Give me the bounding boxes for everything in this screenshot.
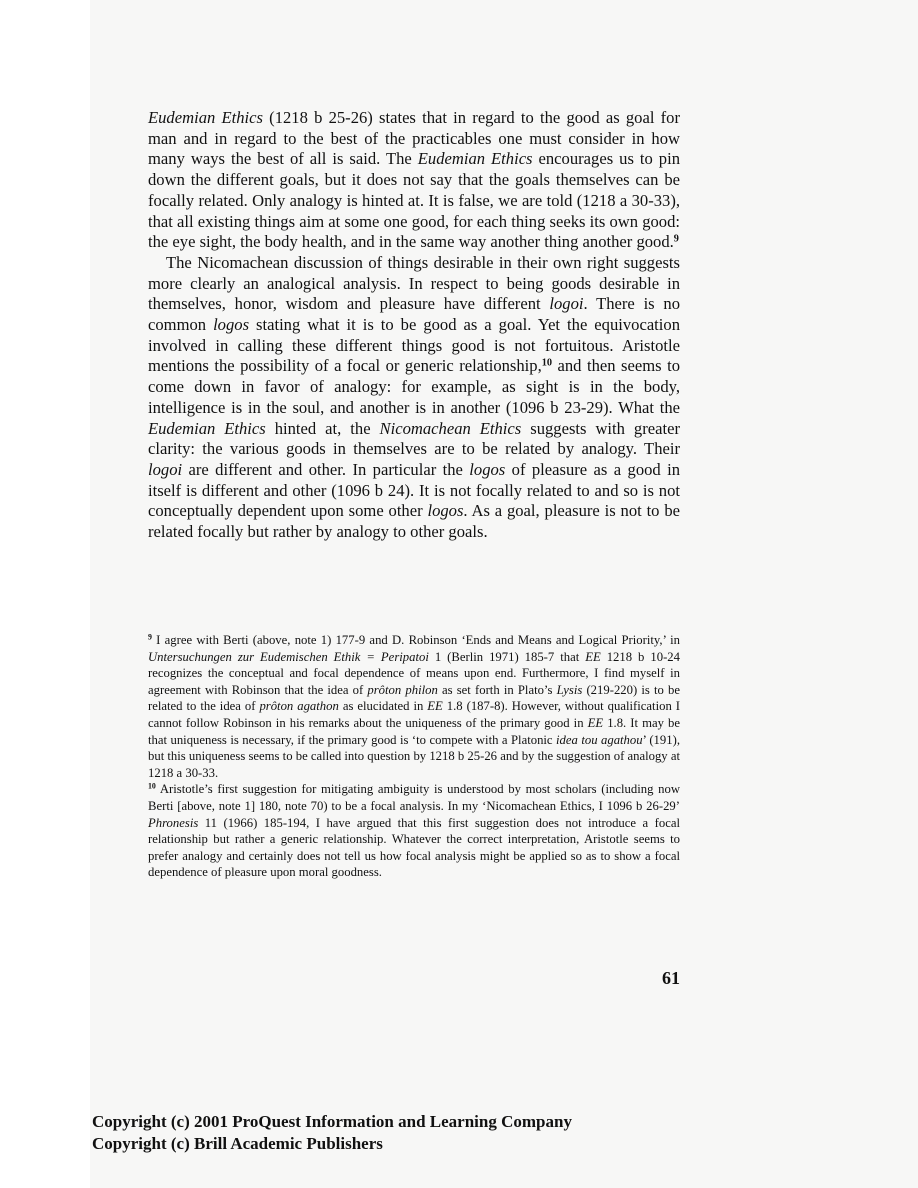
italic-text: EE xyxy=(587,715,604,730)
italic-text: logoi xyxy=(549,294,584,314)
italic-text: prôton philon xyxy=(367,682,438,697)
footnote-9: $^9$ I agree with Berti (above, note 1) 177-9 and D. Robinson ‘Ends and Means and Logical Priority,’ in Untersuchungen zur Eudemischen Ethik = Peripatoi 1 (Berlin 1971) 185-7 that EE 1218 b 10-24 recognizes the conceptual and focal dependence of means upon end. Furthermore, I find myself in agreement with Robinson that the idea of prôton philon as set forth in Plato’s Lysis (219-220) is to be related to the idea of prôton agathon as elucidated in EE 1.8 (187-8). However, without qualification I cannot follow Robinson in his remarks about the uniqueness of the primary good in EE 1.8. It may be that uniqueness is necessary, if the primary good is ‘to compete with a Platonic idea tou agathou’ (191), but this uniqueness seems to be called into question by 1218 b 25-26 and by the suggestion of analogy at 1218 a 30-33. xyxy=(148,632,680,780)
italic-text: Phronesis xyxy=(148,815,199,830)
footnotes xyxy=(148,632,680,881)
copyright-line: Copyright (c) Brill Academic Publishers xyxy=(92,1134,383,1153)
scan-margin xyxy=(0,0,90,1188)
italic-text: Eudemian Ethics xyxy=(148,418,266,438)
paragraph: Eudemian Ethics (1218 b 25-26) states that in regard to the good as goal for man and in regard to the best of the practicables one must consider in how many ways the best of all is said. The Eudemian Ethics encourages us to pin down the different goals, but it does not say that the goals themselves can be focally related. Only analogy is hinted at. It is false, we are told (1218 a 30-33), that all existing things aim at some one good, for each thing seeks its own good: the eye sight, the body health, and in the same way another thing another good.$^9$ xyxy=(148,108,680,252)
footnote-marker: 10 xyxy=(148,782,156,792)
footnote-10: $^{10}$ Aristotle’s first suggestion for mitigating ambiguity is understood by most scholars (including now Berti [above, note 1] 180, note 70) to be a focal analysis. In my ‘Nicomachean Ethics, I 1096 b 26-29’ Phronesis 11 (1966) 185-194, I have argued that this first suggestion does not introduce a focal relationship but rather a generic relationship. Whatever the correct interpretation, Aristotle seems to prefer analogy and certainly does not tell us how focal analysis might be applied so as to show a focal dependence of pleasure upon moral goodness. xyxy=(148,782,680,880)
italic-text: Eudemian Ethics xyxy=(417,149,533,169)
copyright-notice xyxy=(92,1111,572,1155)
copyright-line: Copyright (c) 2001 ProQuest Information and Learning Company xyxy=(92,1112,572,1131)
italic-text: EE xyxy=(427,699,443,714)
italic-text: Eudemian Ethics xyxy=(148,108,263,127)
italic-text: Lysis xyxy=(556,682,583,697)
footnote-marker: 9 xyxy=(673,233,679,245)
italic-text: Nicomachean Ethics xyxy=(379,418,522,438)
italic-text: logos xyxy=(427,501,464,521)
main-text xyxy=(148,108,680,543)
italic-text: logos xyxy=(469,459,506,479)
footnote-marker: 9 xyxy=(148,632,152,642)
page-number: 61 xyxy=(662,968,680,988)
italic-text: idea tou agathou xyxy=(556,732,643,747)
italic-text: EE xyxy=(585,649,601,664)
italic-text: logos xyxy=(213,315,250,335)
footnote-marker: 10 xyxy=(541,357,553,369)
paragraph: The Nicomachean discussion of things desirable in their own right suggests more clearly an analogical analysis. In respect to being goods desirable in themselves, honor, wisdom and pleasure have different logoi. There is no common logos stating what it is to be good as a goal. Yet the equivocation involved in calling these different things good is not fortuitous. Aristotle mentions the possibility of a focal or generic relationship,$^{10}$ and then seems to come down in favor of analogy: for example, as sight is in the body, intelligence is in the soul, and another is in another (1096 b 23-29). What the Eudemian Ethics hinted at, the Nicomachean Ethics suggests with greater clarity: the various goods in themselves are to be related by analogy. Their logoi are different and other. In particular the logos of pleasure as a good in itself is different and other (1096 b 24). It is not focally related to and so is not conceptually dependent upon some other logos. As a goal, pleasure is not to be related focally but rather by analogy to other goals. xyxy=(148,252,681,542)
italic-text: logoi xyxy=(148,459,183,479)
italic-text: Untersuchungen zur Eudemischen Ethik = Peripatoi xyxy=(148,649,429,664)
italic-text: prôton agathon xyxy=(259,699,339,714)
